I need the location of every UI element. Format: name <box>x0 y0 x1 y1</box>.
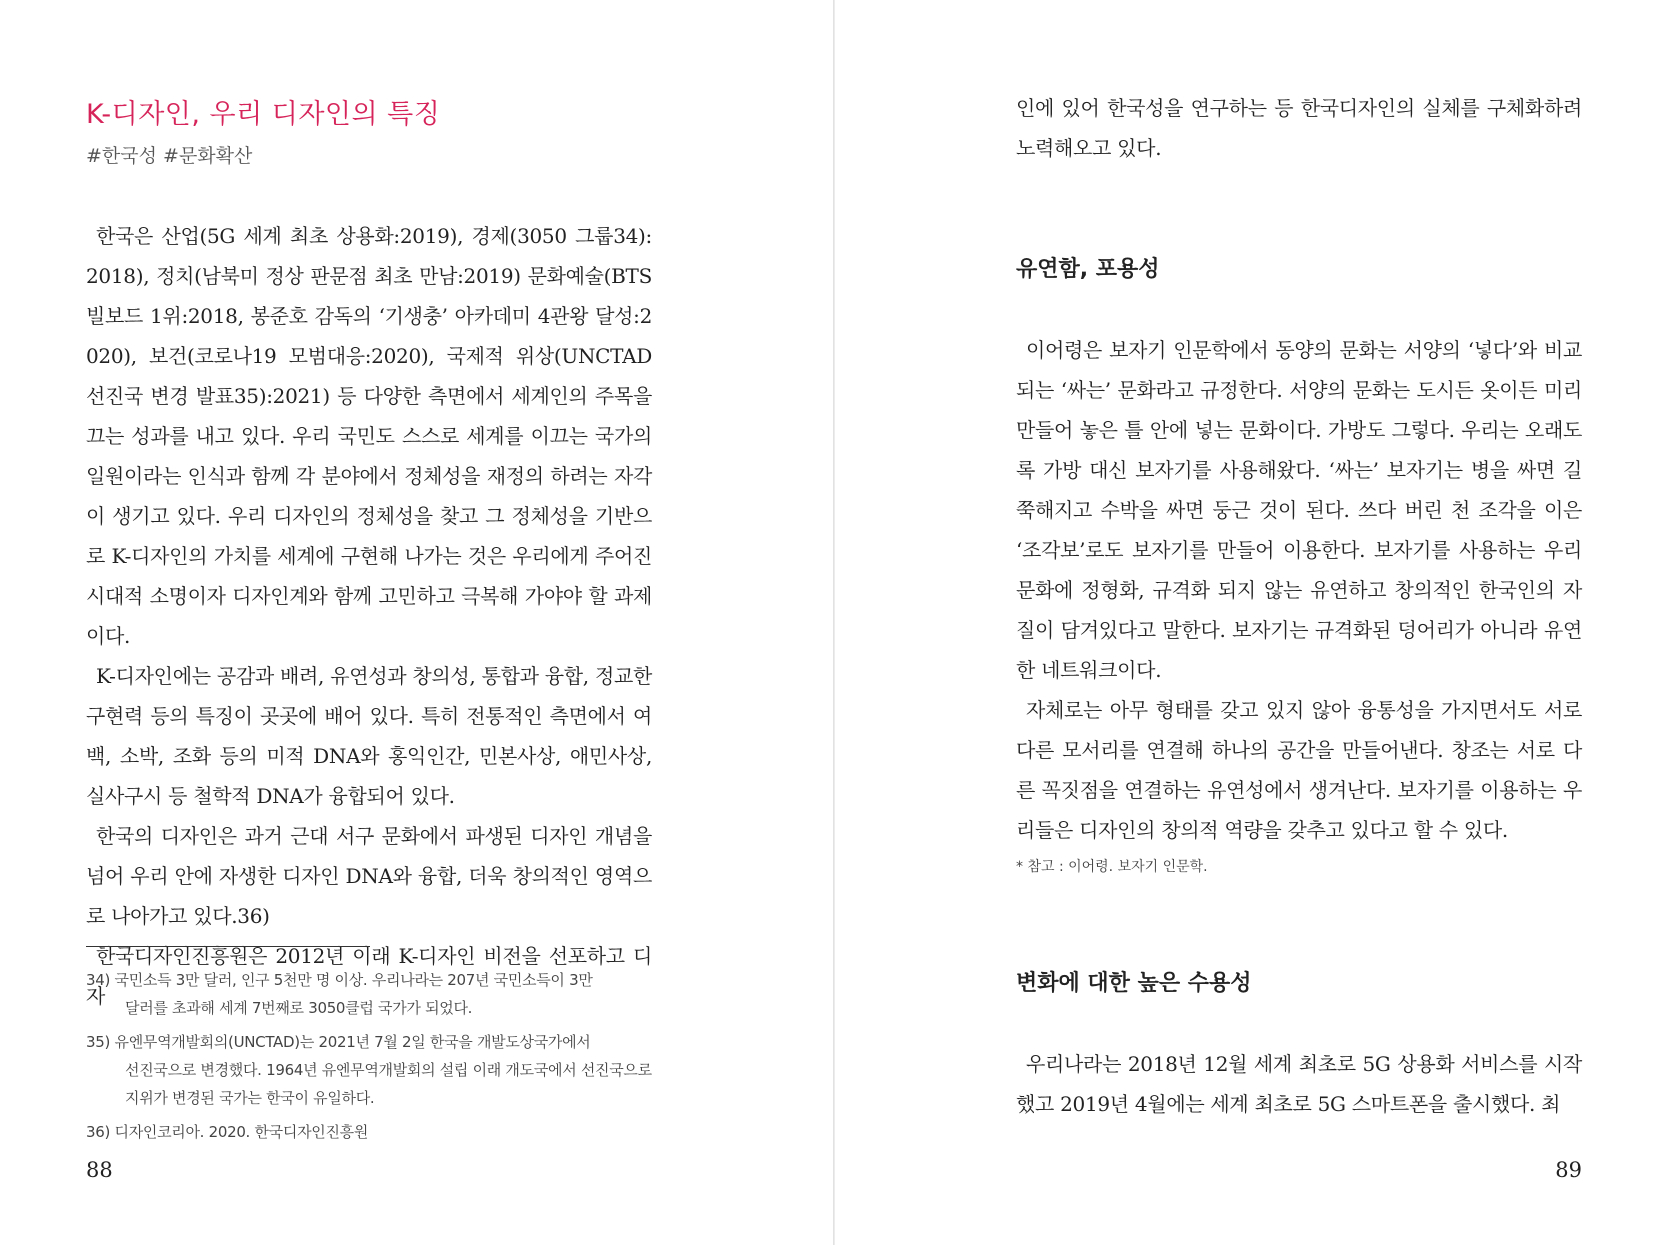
section-body-acceptance <box>1016 1044 1582 1124</box>
footnote-35 <box>86 1028 652 1112</box>
hashtags: #한국성 #문화확산 <box>86 145 253 167</box>
paragraph: 자체로는 아무 형태를 갖고 있지 않아 융통성을 가지면서도 서로 다른 모서리를 연결해 하나의 공간을 만들어낸다. 창조는 서로 다른 꼭짓점을 연결하는 유연성에서 생겨난다. 보자기를 이용하는 우리들은 디자인의 창의적 역량을 갖추고 있다고 할 수 있다. <box>1016 698 1582 842</box>
paragraph: 한국디자인진흥원은 2012년 이래 K-디자인 비전을 선포하고 디자 <box>86 944 652 1008</box>
footnote-36 <box>86 1118 652 1146</box>
paragraph: 인에 있어 한국성을 연구하는 등 한국디자인의 실체를 구체화하려 노력해오고 있다. <box>1016 96 1582 160</box>
page-number-right: 89 <box>1555 1158 1582 1182</box>
footnotes <box>86 966 652 1152</box>
paragraph: K-디자인에는 공감과 배려, 유연성과 창의성, 통합과 융합, 정교한 구현력 등의 특징이 곳곳에 배어 있다. 특히 전통적인 측면에서 여백, 소박, 조화 등의 미적 DNA와 홍익인간, 민본사상, 애민사상, 실사구시 등 철학적 DNA가 융합되어 있다. <box>86 664 652 808</box>
left-page <box>86 0 652 1245</box>
continued-text <box>1016 88 1582 168</box>
paragraph: 이어령은 보자기 인문학에서 동양의 문화는 서양의 ‘넣다’와 비교되는 ‘싸는’ 문화라고 규정한다. 서양의 문화는 도시든 옷이든 미리 만들어 놓은 틀 안에 넣는 문화이다. 가방도 그렇다. 우리는 오래도록 가방 대신 보자기를 사용해왔다. ‘싸는’ 보자기는 병을 싸면 길쭉해지고 수박을 싸면 둥근 것이 된다. 쓰다 버린 천 조각을 이은 ‘조각보’로도 보자기를 만들어 이용한다. 보자기를 사용하는 우리 문화에 정형화, 규격화 되지 않는 유연하고 창의적인 한국인의 자질이 담겨있다고 말한다. 보자기는 규격화된 덩어리가 아니라 유연한 네트워크이다. <box>1016 338 1582 682</box>
footnote-line: 35) 유엔무역개발회의(UNCTAD)는 2021년 7월 2일 한국을 개발도상국가에서 <box>86 1033 591 1051</box>
footnote-line: 34) 국민소득 3만 달러, 인구 5천만 명 이상. 우리나라는 207년 국민소득이 3만 <box>86 971 593 989</box>
paragraph: 한국의 디자인은 과거 근대 서구 문화에서 파생된 디자인 개념을 넘어 우리 안에 자생한 디자인 DNA와 융합, 더욱 창의적인 영역으로 나아가고 있다.36) <box>86 824 652 928</box>
paragraph: 한국은 산업(5G 세계 최초 상용화:2019), 경제(3050 그룹34): 2018), 정치(남북미 정상 판문점 최초 만남:2019) 문화예술(BTS 빌보드 1위:2018, 봉준호 감독의 ‘기생충’ 아카데미 4관왕 달성:2020), 보건(코로나19 모범대응:2020), 국제적 위상(UNCTAD 선진국 변경 발표35):2021) 등 다양한 측면에서 세계인의 주목을 끄는 성과를 내고 있다. 우리 국민도 스스로 세계를 이끄는 국가의 일원이라는 인식과 함께 각 분야에서 정체성을 재정의 하려는 자각이 생기고 있다. 우리 디자인의 정체성을 찾고 그 정체성을 기반으로 K-디자인의 가치를 세계에 구현해 나가는 것은 우리에게 주어진 시대적 소명이자 디자인계와 함께 고민하고 극복해 가야야 할 과제이다. <box>86 224 652 648</box>
reference-note: * 참고 : 이어령. 보자기 인문학. <box>1016 859 1208 875</box>
chapter-title: K-디자인, 우리 디자인의 특징 <box>86 99 441 130</box>
page-gutter <box>833 0 835 1245</box>
footnote-divider <box>86 946 370 947</box>
section-heading-flexibility: 유연함, 포용성 <box>1016 257 1160 282</box>
section-heading-acceptance: 변화에 대한 높은 수용성 <box>1016 971 1252 996</box>
footnote-continuation: 선진국으로 변경했다. 1964년 유엔무역개발회의 설립 이래 개도국에서 선진국으로 지위가 변경된 국가는 한국이 유일하다. <box>125 1061 652 1107</box>
right-page <box>1016 0 1582 1245</box>
page-number-left: 88 <box>86 1158 113 1182</box>
footnote-line: 36) 디자인코리아. 2020. 한국디자인진흥원 <box>86 1123 369 1141</box>
footnote-continuation: 달러를 초과해 세계 7번째로 3050클럽 국가가 되었다. <box>125 999 473 1017</box>
footnote-34 <box>86 966 652 1022</box>
left-body-text <box>86 216 652 1016</box>
section-body-flexibility <box>1016 330 1582 850</box>
paragraph: 우리나라는 2018년 12월 세계 최초로 5G 상용화 서비스를 시작했고 2019년 4월에는 세계 최초로 5G 스마트폰을 출시했다. 최 <box>1016 1052 1582 1116</box>
